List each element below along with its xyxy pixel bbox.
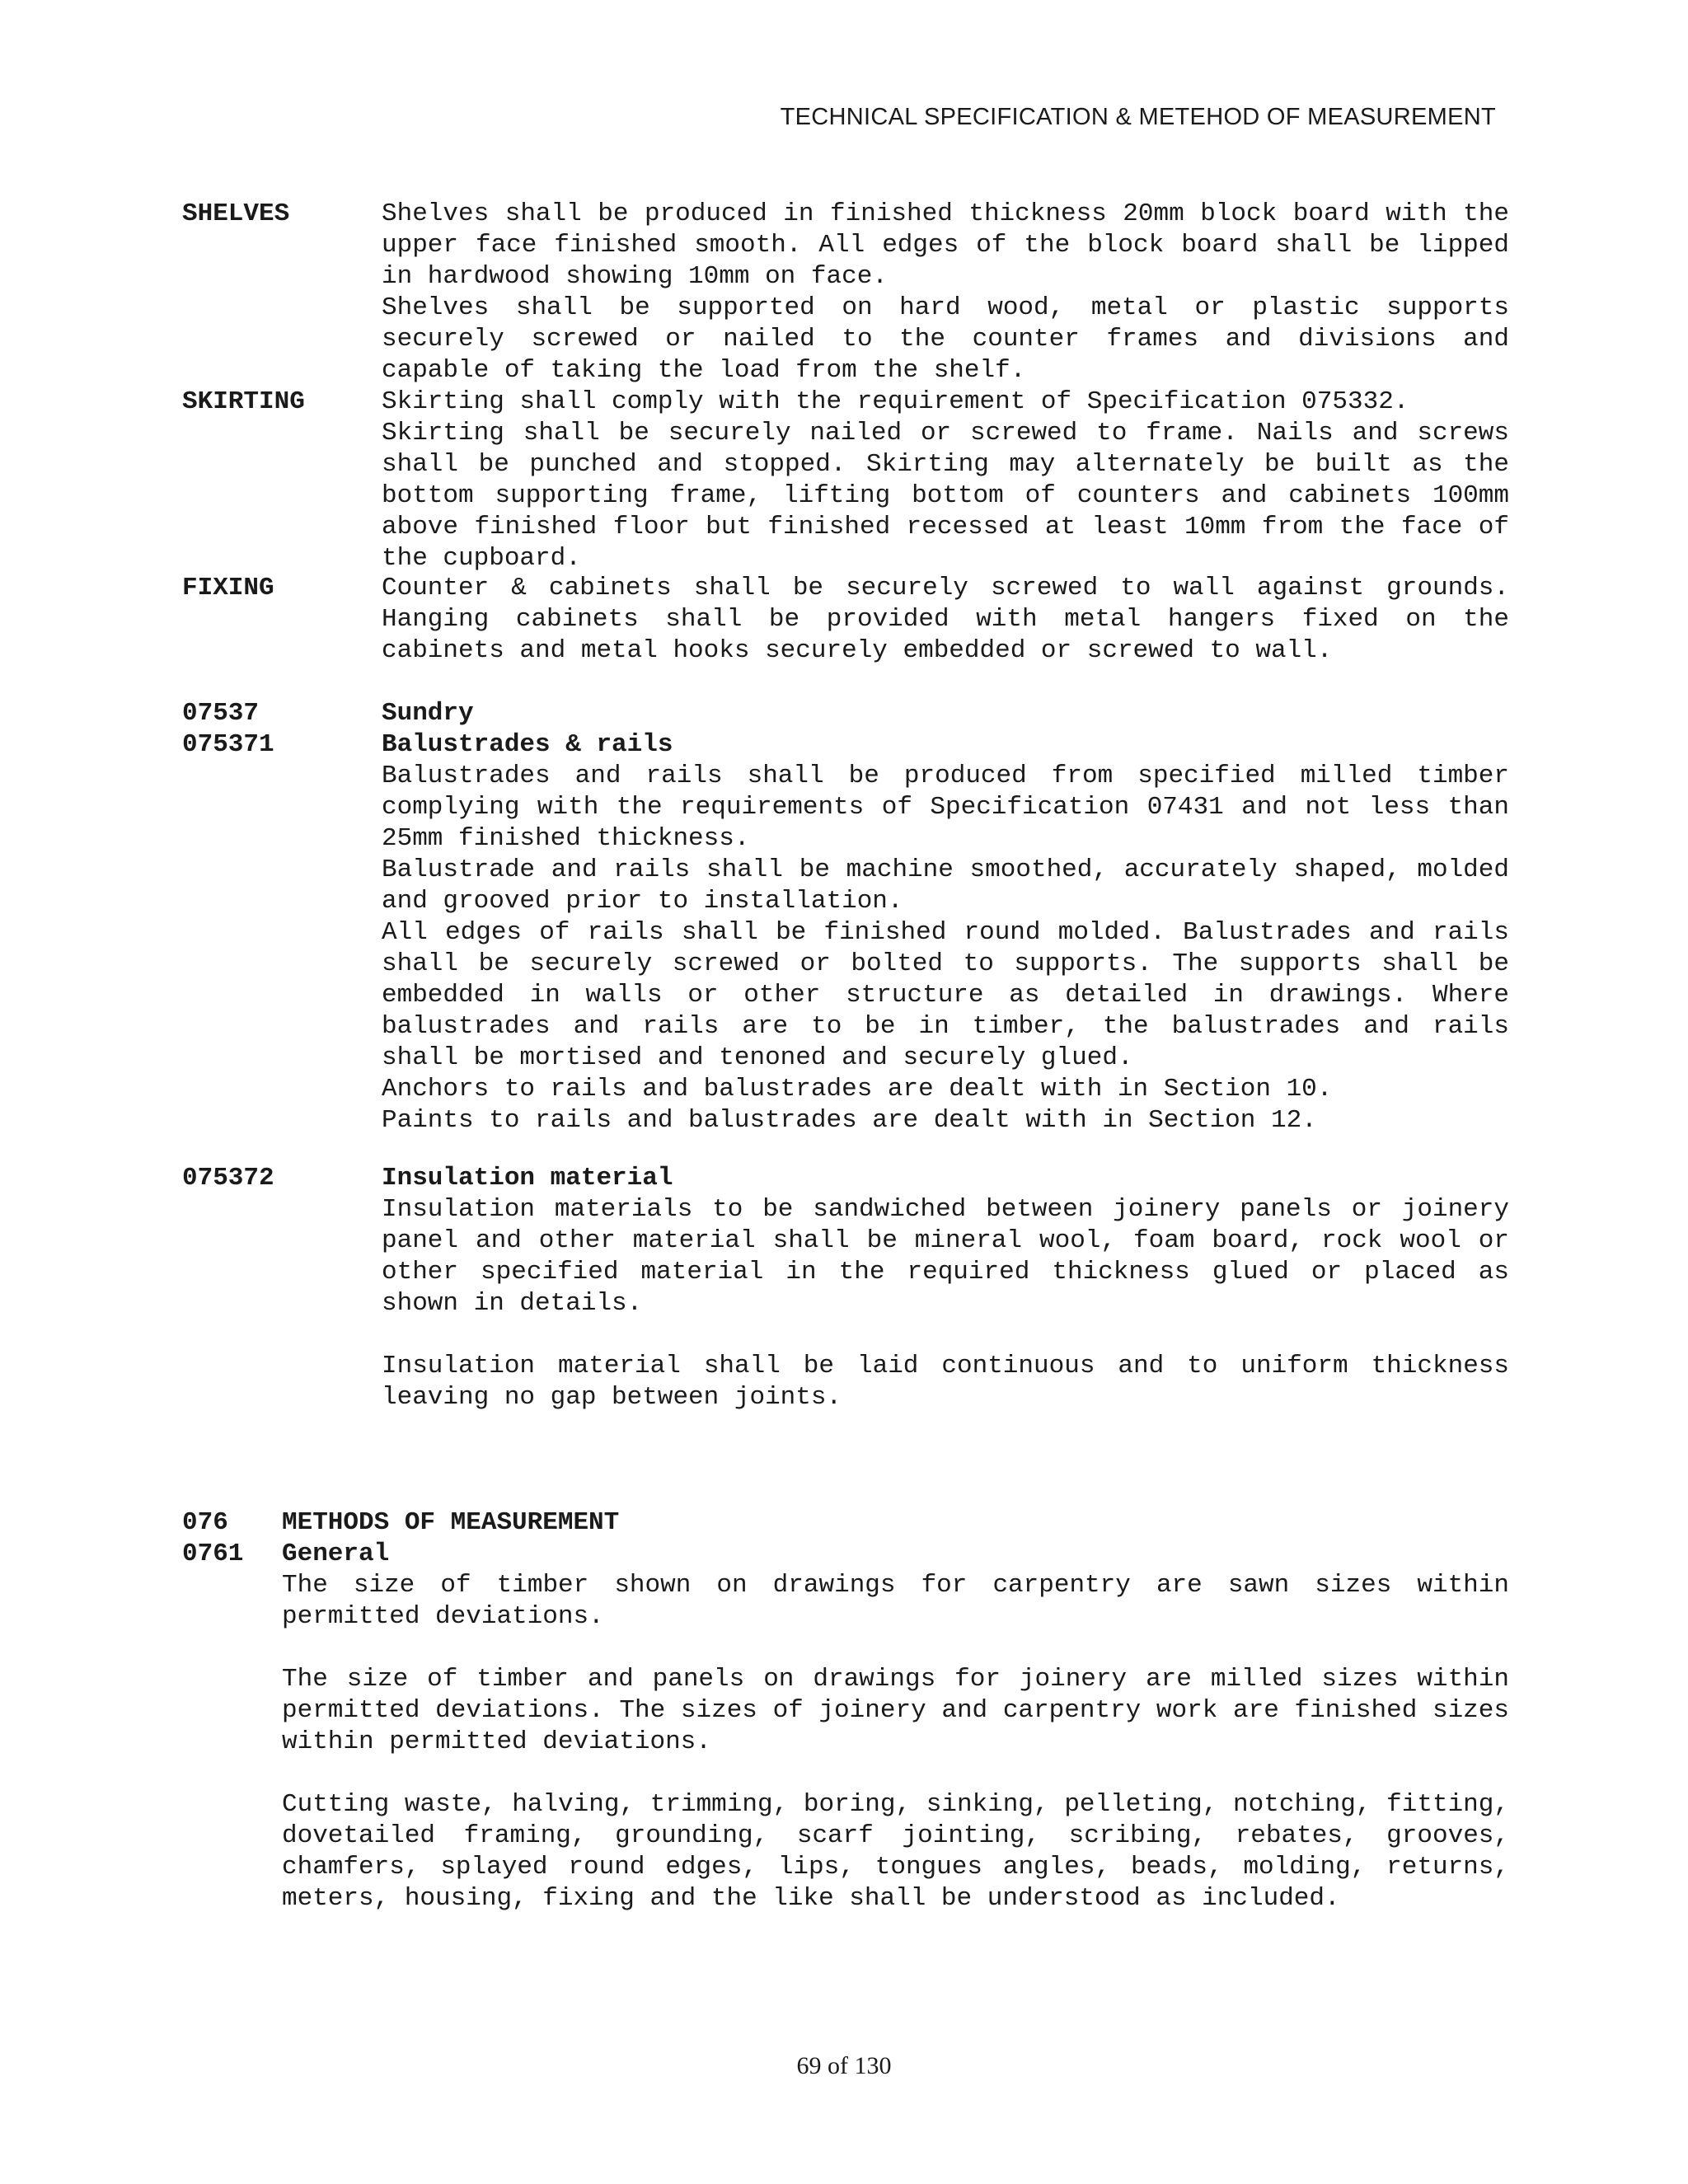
insulation-number: 075372 <box>182 1164 274 1193</box>
balustrades-body <box>382 729 1509 1137</box>
sundry-number: 07537 <box>182 699 260 728</box>
general-title: General <box>282 1540 390 1568</box>
insulation-paragraph-1: Insulation materials to be sandwiched between joinery panels or joinery panel and other material shall be mineral wool, foam board, rock wool or other specified material in the required thickness glued or placed as shown in details. <box>382 1195 1509 1318</box>
general-paragraph-3: Cutting waste, halving, trimming, boring, sinking, pelleting, notching, fitting, dovetailed framing, grounding, scarf jointing, scribing, rebates, grooves, chamfers, splayed round edges, lips, tongues angles, beads, molding, returns, meters, housing, fixing and the like shall be understood as included. <box>282 1790 1509 1913</box>
insulation-title: Insulation material <box>382 1164 673 1193</box>
fixing-body <box>382 573 1509 667</box>
balustrades-paragraph-2: Balustrade and rails shall be machine smoothed, accurately shaped, molded and grooved prior to installation. <box>382 855 1509 916</box>
skirting-paragraph-2: Skirting shall be securely nailed or screwed to frame. Nails and screws shall be punched and stopped. Skirting may alternately be built as the bottom supporting frame, lifting bottom of counters and cabinets 100mm above finished floor but finished recessed at least 10mm from the face of the cupboard. <box>382 419 1509 573</box>
methods-title: METHODS OF MEASUREMENT <box>282 1508 620 1537</box>
document-header: TECHNICAL SPECIFICATION & METEHOD OF MEASUREMENT <box>780 104 1496 130</box>
page-number: 69 of 130 <box>796 2052 892 2079</box>
balustrades-title: Balustrades & rails <box>382 730 673 759</box>
fixing-paragraph-1: Counter & cabinets shall be securely screwed to wall against grounds. Hanging cabinets shall be provided with metal hangers fixed on the cabinets and metal hooks securely embedded or screwed to wall. <box>382 574 1509 665</box>
sundry-title: Sundry <box>382 699 474 728</box>
balustrades-number: 075371 <box>182 730 274 759</box>
shelves-paragraph-2: Shelves shall be supported on hard wood, metal or plastic supports securely screwed or nailed to the counter frames and divisions and capable of taking the load from the shelf. <box>382 293 1509 385</box>
skirting-paragraph-1: Skirting shall comply with the requirement of Specification 075332. <box>382 387 1409 416</box>
insulation-paragraph-2: Insulation material shall be laid continuous and to uniform thickness leaving no gap between joints. <box>382 1352 1509 1412</box>
general-paragraph-2: The size of timber and panels on drawings for joinery are milled sizes within permitted deviations. The sizes of joinery and carpentry work are finished sizes within permitted deviations. <box>282 1665 1509 1756</box>
balustrades-paragraph-4: Anchors to rails and balustrades are dealt with in Section 10. <box>382 1075 1333 1104</box>
skirting-term: SKIRTING <box>182 387 305 416</box>
balustrades-paragraph-3: All edges of rails shall be finished round molded. Balustrades and rails shall be securely screwed or bolted to supports. The supports shall be embedded in walls or other structure as detailed in drawings. Where balustrades and rails are to be in timber, the balustrades and rails shall be mortised and tenoned and securely glued. <box>382 918 1509 1072</box>
skirting-body <box>382 387 1509 574</box>
balustrades-paragraph-1: Balustrades and rails shall be produced from specified milled timber complying with the requirements of Specification 07431 and not less than 25mm finished thickness. <box>382 762 1509 853</box>
shelves-paragraph-1: Shelves shall be produced in finished thickness 20mm block board with the upper face finished smooth. All edges of the block board shall be lipped in hardwood showing 10mm on face. <box>382 199 1509 291</box>
shelves-body <box>382 199 1509 387</box>
balustrades-paragraph-5: Paints to rails and balustrades are dealt with in Section 12. <box>382 1106 1317 1135</box>
general-paragraph-1: The size of timber shown on drawings for carpentry are sawn sizes within permitted deviations. <box>282 1571 1509 1631</box>
general-number: 0761 <box>182 1540 244 1568</box>
insulation-body <box>382 1163 1509 1413</box>
fixing-term: FIXING <box>182 574 274 602</box>
shelves-term: SHELVES <box>182 199 290 228</box>
methods-number: 076 <box>182 1508 228 1537</box>
general-body <box>282 1570 1509 1915</box>
